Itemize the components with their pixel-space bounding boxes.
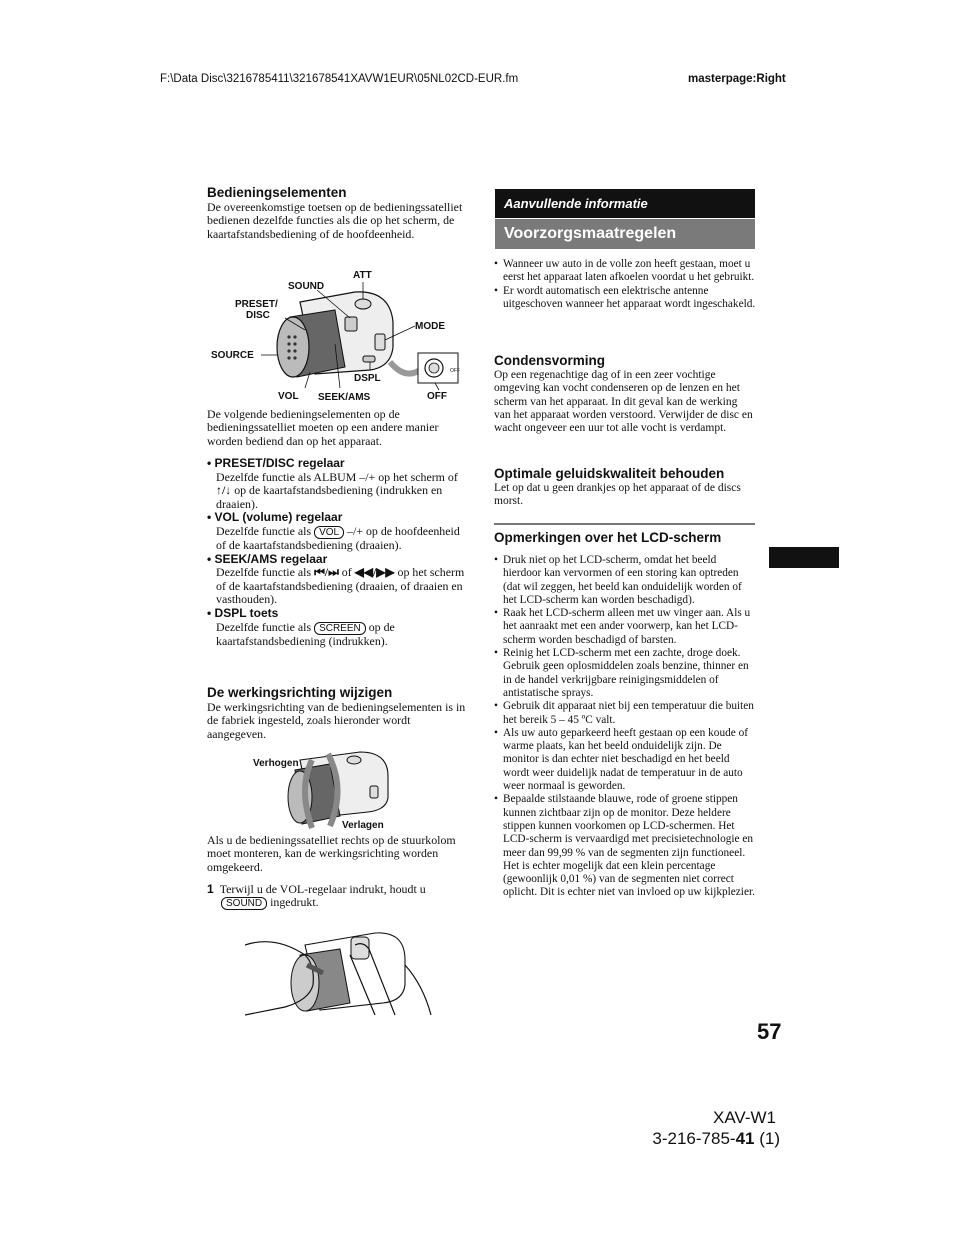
side-tab bbox=[769, 547, 839, 568]
list-item: • Als uw auto geparkeerd heeft gestaan op een koude of warme plaats, kan het beeld onduidelijk zijn. De monitor is dan echter niet beschadigd en het beeld wordt weer duidelijk nadat de temperatuur in de auto weer normaal is geworden. bbox=[494, 727, 756, 793]
att-label: ATT bbox=[353, 270, 372, 281]
rewind-forward-icon: ◀◀/▶▶ bbox=[354, 565, 395, 580]
disc-label: DISC bbox=[246, 310, 270, 321]
list-item: • Er wordt automatisch een elektrische antenne uitgeschoven wanneer het apparaat wordt ingeschakeld. bbox=[494, 285, 756, 312]
rotary-commander-figure bbox=[205, 262, 470, 407]
dspl-button bbox=[363, 356, 375, 362]
list-item: • Raak het LCD-scherm alleen met uw vinger aan. Als u het aanraakt met een ander voorwerp, kan het LCD-scherm worden beschadigd of barsten. bbox=[494, 607, 756, 647]
controls-list bbox=[216, 457, 469, 648]
direction-figure bbox=[250, 748, 400, 833]
lcd-divider bbox=[494, 523, 755, 525]
precautions bbox=[494, 258, 756, 311]
direction-intro: De werkingsrichting van de bedieningselementen is in de fabriek ingesteld, zoals hieronder wordt aangegeven. bbox=[207, 700, 466, 741]
off-callout-arrow bbox=[390, 362, 420, 374]
sound-title: Optimale geluidskwaliteit behouden bbox=[494, 466, 725, 481]
condensation-section: Condensvorming Op een regenachtige dag of in een zeer vochtige omgeving kan vocht condenseren op de lenzen en het scherm van het apparaat. In dit geval kan de werking van het apparaat worden verstoord. Verwijder de disc en wacht ongeveer een uur tot alle vocht is verdampt. bbox=[494, 353, 756, 435]
part-number: 3-216-785-41 (1) bbox=[652, 1129, 780, 1148]
seek-label: SEEK/AMS bbox=[318, 392, 371, 403]
control-item-vol: • VOL (volume) regelaar Dezelfde functie als VOL –/+ op de hoofdeenheid of de kaartafstandsbediening (draaien). bbox=[216, 511, 469, 552]
control-item-seek: • SEEK/AMS regelaar Dezelfde functie als ⏮/⏭ of ◀◀/▶▶ op het scherm of de kaartafstandsbediening (draaien, of draaien en vasthouden). bbox=[216, 553, 469, 607]
preset-label: PRESET/ bbox=[235, 299, 278, 310]
list-item: • Reinig het LCD-scherm met een zachte, droge doek. Gebruik geen oplosmiddelen zoals benzine, thinner en in de handel verkrijgbare reinigingsmiddelen of antistatische sprays. bbox=[494, 647, 756, 700]
file-path: F:\Data Disc\3216785411\321678541XAVW1EUR\05NL02CD-EUR.fm bbox=[160, 73, 519, 85]
dspl-label: DSPL bbox=[354, 373, 381, 384]
section-title-bar bbox=[495, 219, 755, 249]
off-small-label: OFF bbox=[450, 368, 460, 374]
off-label: OFF bbox=[427, 391, 447, 402]
page-title: Voorzorgsmaatregelen bbox=[504, 225, 677, 242]
vol-button-ref: VOL bbox=[314, 526, 344, 539]
controls-after: De volgende bedieningselementen op de bedieningssatelliet moeten op een andere manier worden bediend dan op het apparaat. bbox=[207, 407, 439, 448]
controls-intro: De overeenkomstige toetsen op de bedieningssatelliet bedienen dezelfde functies als die op het scherm, de kaartafstandsbediening of de hoofdeenheid. bbox=[207, 200, 463, 241]
down-label: Verlagen bbox=[342, 820, 384, 831]
condensation-title: Condensvorming bbox=[494, 353, 606, 368]
direction-title: De werkingsrichting wijzigen bbox=[207, 685, 393, 700]
screen-button-ref: SCREEN bbox=[314, 622, 366, 635]
up-down-arrow-icon: ↑/↓ bbox=[216, 483, 232, 498]
sound-label: SOUND bbox=[288, 281, 325, 292]
mode-label: MODE bbox=[415, 321, 445, 332]
control-item-preset: • PRESET/DISC regelaar Dezelfde functie als ALBUM –/+ op het scherm of ↑/↓ op de kaartafstandsbediening (indrukken en draaien). bbox=[216, 457, 469, 511]
direction-after: Als u de bedieningssatelliet rechts op de stuurkolom moet monteren, kan de werkingsrichting worden omgekeerd. bbox=[207, 833, 456, 874]
section-bar: Aanvullende informatie bbox=[495, 189, 755, 218]
direction-section bbox=[207, 685, 469, 741]
hand-press-figure bbox=[245, 915, 435, 1021]
sound-button-ref: SOUND bbox=[221, 897, 267, 910]
masterpage-label: masterpage:Right bbox=[688, 73, 786, 85]
page-number: 57 bbox=[757, 1019, 782, 1044]
controls-section bbox=[207, 185, 469, 241]
sound-section: Optimale geluidskwaliteit behouden Let op dat u geen drankjes op het apparaat of de discs morst. bbox=[494, 466, 756, 509]
att-button bbox=[355, 299, 371, 309]
up-label: Verhogen bbox=[253, 758, 299, 769]
list-item: • Bepaalde stilstaande blauwe, rode of groene stippen kunnen zichtbaar zijn op de monitor. Deze heldere stippen kunnen voorkomen op LCD-schermen. Het LCD-scherm is vervaardigd met precisietechnologie en meer dan 99,99 % van de segmenten zijn functioneel. Het is echter mogelijk dat een klein percentage (gewoonlijk 0,01 %) van de segmenten niet correct oplicht. Dit is echter niet van invloed op uw kijkplezier. bbox=[494, 793, 756, 899]
list-item: • Gebruik dit apparaat niet bij een temperatuur die buiten het bereik 5 – 45 ºC valt. bbox=[494, 700, 756, 727]
knob-face bbox=[277, 317, 309, 377]
source-label: SOURCE bbox=[211, 350, 254, 361]
list-item: • Druk niet op het LCD-scherm, omdat het beeld hierdoor kan vervormen of een storing kan optreden (dat wil zeggen, het beeld kan onduidelijk worden of het LCD-scherm kan worden beschadigd). bbox=[494, 554, 756, 607]
lcd-section bbox=[494, 530, 756, 900]
control-item-dspl: • DSPL toets Dezelfde functie als SCREEN op de kaartafstandsbediening (indrukken). bbox=[216, 607, 469, 648]
controls-title: Bedieningselementen bbox=[207, 185, 347, 200]
sound-button bbox=[345, 317, 357, 331]
prev-next-track-icon: ⏮/⏭ bbox=[314, 565, 339, 580]
lcd-title: Opmerkingen over het LCD-scherm bbox=[494, 530, 722, 545]
direction-step: 1 Terwijl u de VOL-regelaar indrukt, houdt u SOUND ingedrukt. bbox=[207, 882, 426, 910]
step-number: 1 bbox=[207, 882, 214, 896]
vol-label: VOL bbox=[278, 391, 299, 402]
model-name: XAV-W1 bbox=[713, 1108, 776, 1127]
mode-button bbox=[375, 334, 385, 350]
list-item: • Wanneer uw auto in de volle zon heeft gestaan, moet u eerst het apparaat laten afkoelen voordat u het gebruikt. bbox=[494, 258, 756, 285]
